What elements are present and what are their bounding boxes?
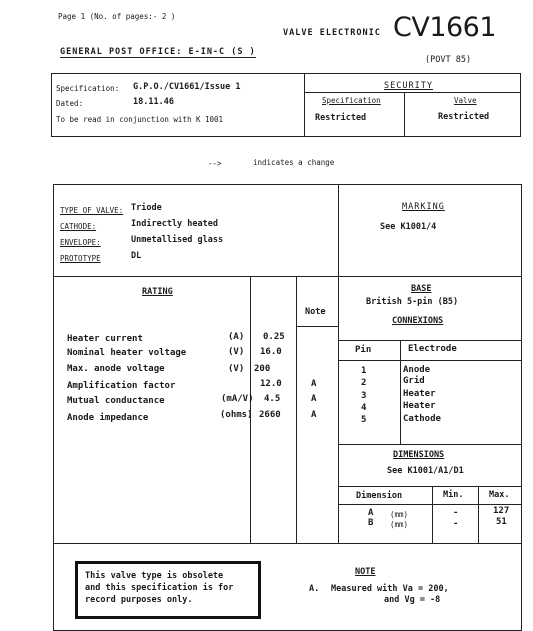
- type-code: CV1661: [393, 12, 497, 43]
- dim-min: -: [453, 508, 459, 518]
- valve-electronic-label: VALVE ELECTRONIC: [283, 28, 381, 38]
- obsolete-notice: [75, 561, 261, 619]
- dimensions-ref: See K1001/A1/D1: [387, 466, 464, 476]
- page-count: Page 1 (No. of pages:- 2 ): [58, 12, 176, 21]
- rating-value: 2660: [259, 410, 281, 420]
- rating-value: 200: [254, 364, 271, 374]
- security-spec-value: Restricted: [315, 113, 367, 123]
- rating-label: Nominal heater voltage: [67, 348, 187, 358]
- prototype-label: PROTOTYPE: [60, 254, 101, 263]
- dated-value: 18.11.46: [133, 97, 174, 107]
- dim-unit: (mm): [390, 520, 409, 529]
- prototype-value: DL: [131, 251, 142, 261]
- rating-note: A: [311, 410, 317, 420]
- rating-unit: (ohms): [220, 410, 253, 420]
- dim-max: 51: [496, 517, 507, 527]
- pin-electrode: Anode: [403, 365, 431, 375]
- dimensions-title: DIMENSIONS: [393, 450, 445, 460]
- pin-number: 5: [361, 415, 367, 425]
- conjunction-note: To be read in conjunction with K 1001: [56, 115, 224, 124]
- pin-number: 3: [361, 391, 367, 401]
- pin-number: 4: [361, 403, 367, 413]
- dim-letter: A: [368, 508, 374, 518]
- rating-label: Anode impedance: [67, 413, 149, 423]
- note-title: NOTE: [355, 567, 376, 577]
- rating-unit: (V): [228, 364, 245, 374]
- envelope-label: ENVELOPE:: [60, 238, 101, 247]
- dim-col-max: Max.: [489, 490, 510, 500]
- note-column-title: Note: [305, 307, 326, 317]
- pin-number: 2: [361, 378, 367, 388]
- obsolete-line: record purposes only.: [85, 595, 193, 605]
- change-note: indicates a change: [253, 158, 335, 167]
- spec-value: G.P.O./CV1661/Issue 1: [133, 82, 241, 92]
- cathode-value: Indirectly heated: [131, 219, 218, 229]
- electrode-header: Electrode: [408, 344, 457, 354]
- change-arrow: -->: [208, 159, 222, 168]
- rating-label: Max. anode voltage: [67, 364, 165, 374]
- base-title: BASE: [411, 284, 432, 294]
- note-line: Measured with Va = 200,: [331, 584, 449, 594]
- rating-title: RATING: [142, 287, 173, 297]
- security-valve-value: Restricted: [438, 112, 490, 122]
- pin-number: 1: [361, 366, 367, 376]
- note-line: and Vg = -8: [384, 595, 441, 605]
- povt-code: (POVT 85): [425, 55, 472, 65]
- pin-electrode: Heater: [403, 401, 436, 411]
- rating-unit: (mA/V): [221, 394, 254, 404]
- marking-value: See K1001/4: [380, 222, 437, 232]
- dim-col-min: Min.: [443, 490, 464, 500]
- rating-note: A: [311, 379, 317, 389]
- rating-value: 0.25: [263, 332, 285, 342]
- pin-electrode: Heater: [403, 389, 436, 399]
- base-value: British 5-pin (B5): [366, 297, 459, 307]
- type-value: Triode: [131, 203, 162, 213]
- rating-label: Mutual conductance: [67, 396, 165, 406]
- spec-label: Specification:: [56, 84, 120, 93]
- dim-min: -: [453, 519, 459, 529]
- pin-electrode: Grid: [403, 376, 425, 386]
- dim-letter: B: [368, 518, 374, 528]
- obsolete-line: This valve type is obsolete: [85, 571, 224, 581]
- dim-unit: (mm): [390, 510, 409, 519]
- type-label: TYPE OF VALVE:: [60, 206, 124, 215]
- rating-value: 4.5: [264, 394, 281, 404]
- cathode-label: CATHODE:: [60, 222, 97, 231]
- rating-value: 12.0: [260, 379, 282, 389]
- rating-label: Heater current: [67, 334, 143, 344]
- rating-note: A: [311, 394, 317, 404]
- pin-electrode: Cathode: [403, 414, 441, 424]
- security-title: SECURITY: [384, 81, 433, 91]
- dim-col-dimension: Dimension: [356, 491, 403, 501]
- rating-value: 16.0: [260, 347, 282, 357]
- security-spec-col: Specification: [322, 96, 381, 105]
- obsolete-line: and this specification is for: [85, 583, 234, 593]
- security-valve-col: Valve: [454, 96, 477, 105]
- rating-label: Amplification factor: [67, 381, 176, 391]
- note-marker: A.: [309, 584, 320, 594]
- dim-max: 127: [493, 506, 510, 516]
- spec-box: [51, 73, 521, 137]
- marking-title: MARKING: [402, 202, 445, 212]
- rating-unit: (A): [228, 332, 245, 342]
- dated-label: Dated:: [56, 99, 84, 108]
- connexions-title: CONNEXIONS: [392, 316, 444, 326]
- envelope-value: Unmetallised glass: [131, 235, 224, 245]
- pin-header: Pin: [355, 345, 372, 355]
- gpo-heading: GENERAL POST OFFICE: E-IN-C (S ): [60, 47, 256, 57]
- rating-unit: (V): [228, 347, 245, 357]
